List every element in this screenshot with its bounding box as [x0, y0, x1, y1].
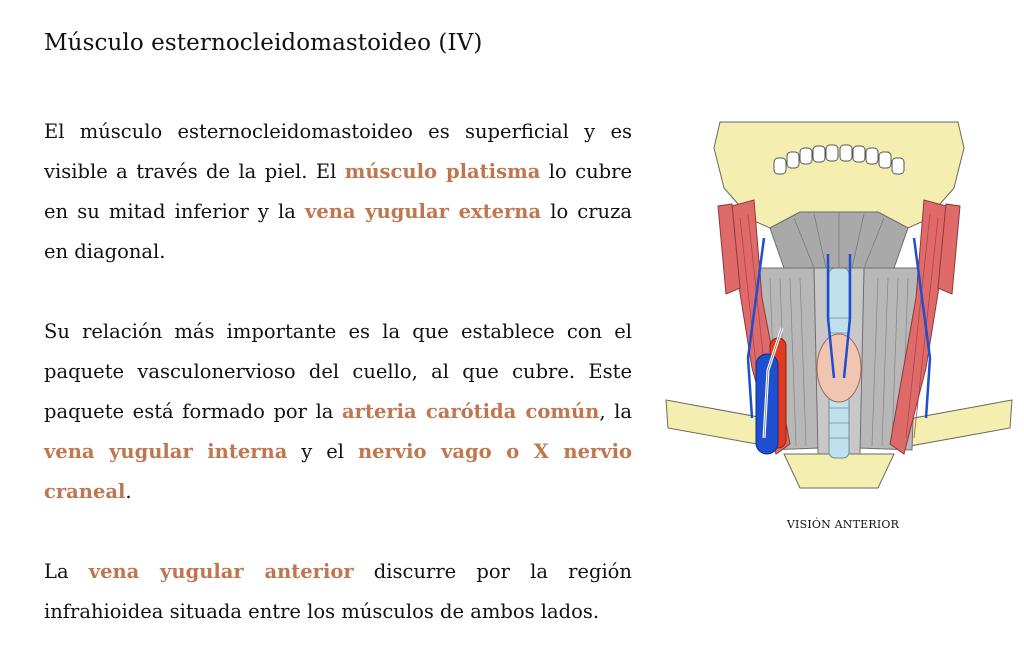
anatomy-link[interactable]: vena yugular anterior: [88, 560, 354, 583]
anterior-neck-diagram: [664, 118, 1014, 504]
text-segment: Su relación más importante es la que establece con el paquete vasculonervioso del cuello, al que cubre. Este paquete está formado por la: [44, 320, 632, 423]
paragraph-1: [44, 112, 632, 272]
anatomy-link[interactable]: vena yugular externa: [305, 200, 542, 223]
text-segment: .: [125, 480, 132, 503]
text-segment: El músculo esternocleidomastoideo es superficial y es visible a través de la piel. El: [44, 120, 632, 183]
paragraph-2: [44, 312, 632, 512]
anatomy-link[interactable]: músculo platisma: [344, 160, 541, 183]
text-segment: y el: [287, 440, 358, 463]
thyroid-gland: [817, 334, 861, 402]
anatomy-link[interactable]: arteria carótida común: [342, 400, 600, 423]
text-segment: La: [44, 560, 89, 583]
right-clavicle: [906, 400, 1012, 446]
text-segment: discurre por la región infrahioidea situada entre los músculos de ambos lados.: [44, 560, 632, 623]
paragraph-3: [44, 552, 632, 632]
body-text: [44, 112, 632, 632]
page-title: Músculo esternocleidomastoideo (IV): [44, 30, 483, 56]
figure-caption: VISIÓN ANTERIOR: [786, 518, 900, 531]
sternum: [784, 454, 894, 488]
text-segment: lo cubre en su mitad inferior y la: [44, 160, 632, 223]
neck-anatomy-illustration: [664, 118, 1014, 504]
anatomy-link[interactable]: nervio vago o X nervio craneal: [44, 440, 632, 503]
anatomy-link[interactable]: vena yugular interna: [44, 440, 288, 463]
text-segment: lo cruza en diagonal.: [44, 200, 632, 263]
text-segment: , la: [599, 400, 633, 423]
